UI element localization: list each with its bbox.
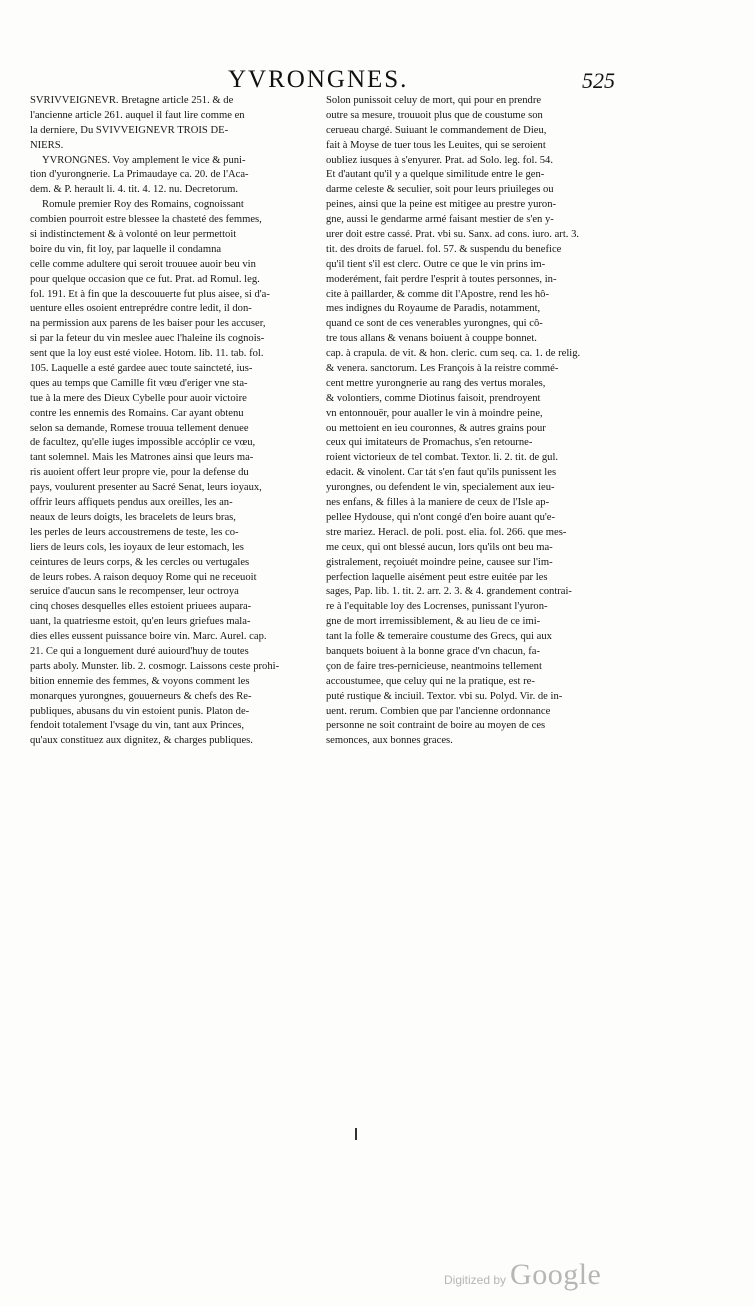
text-line: personne ne soit contraint de boire au moyen de ces [326, 720, 546, 732]
text-line: liers de leurs cols, les ioyaux de leur estomach, les [30, 541, 244, 553]
text-line: tre tous allans & venans boiuent à couppe bonnet. [326, 333, 537, 345]
text-line: cerueau chargé. Suiuant le commandement de Dieu, [326, 124, 547, 136]
text-line: monarques yurongnes, gouuerneurs & chefs des Re- [30, 690, 252, 702]
text-line: darme celeste & seculier, soit pour leurs priuileges ou [326, 184, 554, 196]
text-line: boire du vin, fit loy, par laquelle il condamna [30, 243, 222, 255]
text-line: yurongnes, ou defendent le vin, specialement aux ieu- [326, 482, 555, 494]
text-line: mes indignes du Royaume de Paradis, notamment, [326, 303, 541, 315]
google-logo: Google [510, 1258, 602, 1291]
text-line: seruice d'aucun sans le recompenser, leur octroya [30, 586, 239, 598]
text-line: NIERS. [30, 139, 64, 151]
text-line: moderément, fait perdre l'esprit à toutes personnes, in- [326, 273, 557, 285]
text-line: outre sa mesure, trouuoit plus que de coustume son [326, 109, 543, 121]
text-line: contre les ennemis des Romains. Car ayant obtenu [30, 407, 244, 419]
text-line: tue à la mere des Dieux Cybelle pour auoir victoire [30, 392, 247, 404]
text-line: sent que la loy eust esté violee. Hotom. lib. 11. tab. fol. [30, 348, 264, 360]
margin-mark [355, 1128, 357, 1140]
text-line: cite à paillarder, & comme dit l'Apostre, rend les hô- [326, 288, 549, 300]
text-line: de leurs robes. A raison dequoy Rome qui ne receuoit [30, 571, 257, 583]
text-line: stre mariez. Heracl. de poli. post. elia. fol. 266. que mes- [326, 526, 567, 538]
text-line: gne de mort irremissiblement, & au lieu de ce imi- [326, 616, 541, 628]
text-line: semonces, aux bonnes graces. [326, 735, 453, 747]
running-title: YVRONGNES. [228, 66, 409, 93]
text-line: si indistinctement & à volonté on leur permettoit [30, 229, 237, 241]
text-line: & volontiers, comme Diotinus faisoit, prendroyent [326, 392, 541, 404]
text-line: na permission aux parens de les baiser pour les accuser, [30, 318, 266, 330]
text-line: nes enfans, & filles à la maniere de ceux de l'Isle ap- [326, 497, 550, 509]
text-line: uenture elles osoient entreprédre contre ledit, il don- [30, 303, 252, 315]
text-line: tion d'yurongnerie. La Primaudaye ca. 20. de l'Aca- [30, 169, 249, 181]
text-line: uent. rerum. Combien que par l'ancienne ordonnance [326, 705, 551, 717]
text-line: dies elles eussent puissance boire vin. Marc. Aurel. cap. [30, 631, 267, 643]
text-line: YVRONGNES. Voy amplement le vice & puni- [42, 154, 246, 166]
text-line: combien pourroit estre blessee la chasteté des femmes, [30, 214, 262, 226]
text-line: pellee Hydouse, qui n'ont congé d'en boire auant qu'e- [326, 511, 556, 523]
text-line: tit. des droits de faruel. fol. 57. & suspendu du benefice [326, 243, 562, 255]
text-line: tant la folle & temeraire coustume des Grecs, qui aux [326, 631, 552, 643]
text-line: gistralement, reçoiuét moindre peine, causee sur l'im- [326, 556, 553, 568]
text-line: ceux qui imitateurs de Promachus, s'en retourne- [326, 437, 533, 449]
text-line: celle comme adultere qui seroit trouuee auoir beu vin [30, 258, 256, 270]
text-line: accoustumee, que celuy qui ne la pratique, est re- [326, 675, 535, 687]
text-line: neaux de leurs doigts, les bracelets de leurs bras, [30, 511, 236, 523]
text-line: selon sa demande, Romese trouua tellement denuee [30, 422, 249, 434]
text-line: publiques, abusans du vin estoient punis. Platon de- [30, 705, 250, 717]
text-line: les perles de leurs accoustremens de teste, les co- [30, 526, 239, 538]
digitized-watermark [444, 1258, 601, 1292]
text-line: 105. Laquelle a esté gardee auec toute saincteté, ius- [30, 363, 253, 375]
text-line: dem. & P. herault li. 4. tit. 4. 12. nu. Decretorum. [30, 184, 239, 196]
watermark-prefix: Digitized by [444, 1273, 507, 1287]
text-line: parts aboly. Munster. lib. 2. cosmogr. Laissons ceste prohi- [30, 660, 280, 672]
text-line: peines, ainsi que la peine est mitigee au prestre yuron- [326, 199, 557, 211]
text-line: la derniere, Du SVIVVEIGNEVR TROIS DE- [30, 124, 229, 136]
text-line: Solon punissoit celuy de mort, qui pour en prendre [326, 95, 542, 106]
text-line: bition ennemie des femmes, & voyons comment les [30, 675, 250, 687]
text-line: offrir leurs affiquets pendus aux oreilles, les an- [30, 497, 233, 509]
text-line: pays, voulurent presenter au Sacré Senat, leurs ioyaux, [30, 482, 262, 494]
text-line: ques au temps que Camille fit vœu d'eriger vne sta- [30, 377, 248, 389]
text-line: ceintures de leurs corps, & les cercles ou vertugales [30, 556, 250, 568]
text-line: roient victorieux de tel combat. Textor. li. 2. tit. de gul. [326, 452, 559, 464]
text-line: cinq choses desquelles elles estoient priuees aupara- [30, 601, 252, 613]
left-text-column [30, 94, 314, 749]
text-line: quand ce sont de ces venerables yurongnes, qui cô- [326, 318, 543, 330]
text-line: edacit. & vinolent. Car tát s'en faut qu'ils punissent les [326, 467, 557, 479]
text-line: urer doit estre cassé. Prat. vbi su. Sanx. ad cons. iuro. art. 3. [326, 229, 580, 241]
text-line: sages, Pap. lib. 1. tit. 2. arr. 2. 3. & 4. grandement contrai- [326, 586, 572, 598]
text-line: SVRIVVEIGNEVR. Bretagne article 251. & de [30, 95, 234, 106]
text-line: 21. Ce qui a longuement duré auiourd'huy de toutes [30, 645, 249, 657]
text-line: Et d'autant qu'il y a quelque similitude entre le gen- [326, 169, 545, 181]
text-line: puté rustique & inciuil. Textor. vbi su. Polyd. Vir. de in- [326, 690, 563, 702]
text-line: ou mettoient en ieu couronnes, & autres grains pour [326, 422, 546, 434]
text-line: çon de faire tres-pernicieuse, neantmoins tellement [326, 660, 542, 672]
text-line: tant solemnel. Mais les Matrones ainsi que leurs ma- [30, 452, 254, 464]
text-line: si par la feteur du vin meslee auec l'haleine ils cognois- [30, 333, 265, 345]
text-line: fait à Moyse de tuer tous les Leuites, qui se seroient [326, 139, 546, 151]
text-line: l'ancienne article 261. auquel il faut lire comme en [30, 109, 245, 121]
text-line: Romule premier Roy des Romains, cognoissant [42, 199, 244, 211]
text-line: fol. 191. Et à fin que la descouuerte fut plus aisee, si d'a- [30, 288, 270, 300]
text-line: cent mettre yurongnerie au rang des vertus morales, [326, 377, 546, 389]
text-line: oubliez iusques à s'enyurer. Prat. ad Solo. leg. fol. 54. [326, 154, 553, 166]
text-line: me ceux, qui ont blessé aucun, lors qu'ils ont beu ma- [326, 541, 553, 553]
text-line: re à l'equitable loy des Locrenses, punissant l'yuron- [326, 601, 548, 613]
text-line: qu'aux constituez aux dignitez, & charges publiques. [30, 735, 253, 747]
text-line: cap. à crapula. de vit. & hon. cleric. cum seq. ca. 1. de relig. [326, 348, 581, 360]
text-line: vn entonnouër, pour aualler le vin à moindre peine, [326, 407, 543, 419]
text-line: banquets boiuent à la bonne grace d'vn chacun, fa- [326, 645, 540, 657]
right-text-column [326, 94, 628, 749]
text-line: perfection laquelle aisément peut estre euitée par les [326, 571, 548, 583]
page-number: 525 [582, 68, 615, 93]
text-line: fendoit totalement l'vsage du vin, tant aux Princes, [30, 720, 245, 732]
text-line: & venera. sanctorum. Les François à la reistre commé- [326, 363, 559, 375]
text-line: pour quelque occasion que ce fut. Prat. ad Romul. leg. [30, 273, 260, 285]
text-line: qu'il tient s'il est clerc. Outre ce que le vin prins im- [326, 258, 546, 270]
text-line: de facultez, qu'elle iuges impossible accóplir ce vœu, [30, 437, 256, 449]
text-line: gne, aussi le gendarme armé faisant mestier de s'en y- [326, 214, 554, 226]
text-line: uant, la quatriesme estoit, qu'en leurs griefues mala- [30, 616, 251, 628]
text-line: ris auoient offert leur propre vie, pour la defense du [30, 467, 249, 479]
